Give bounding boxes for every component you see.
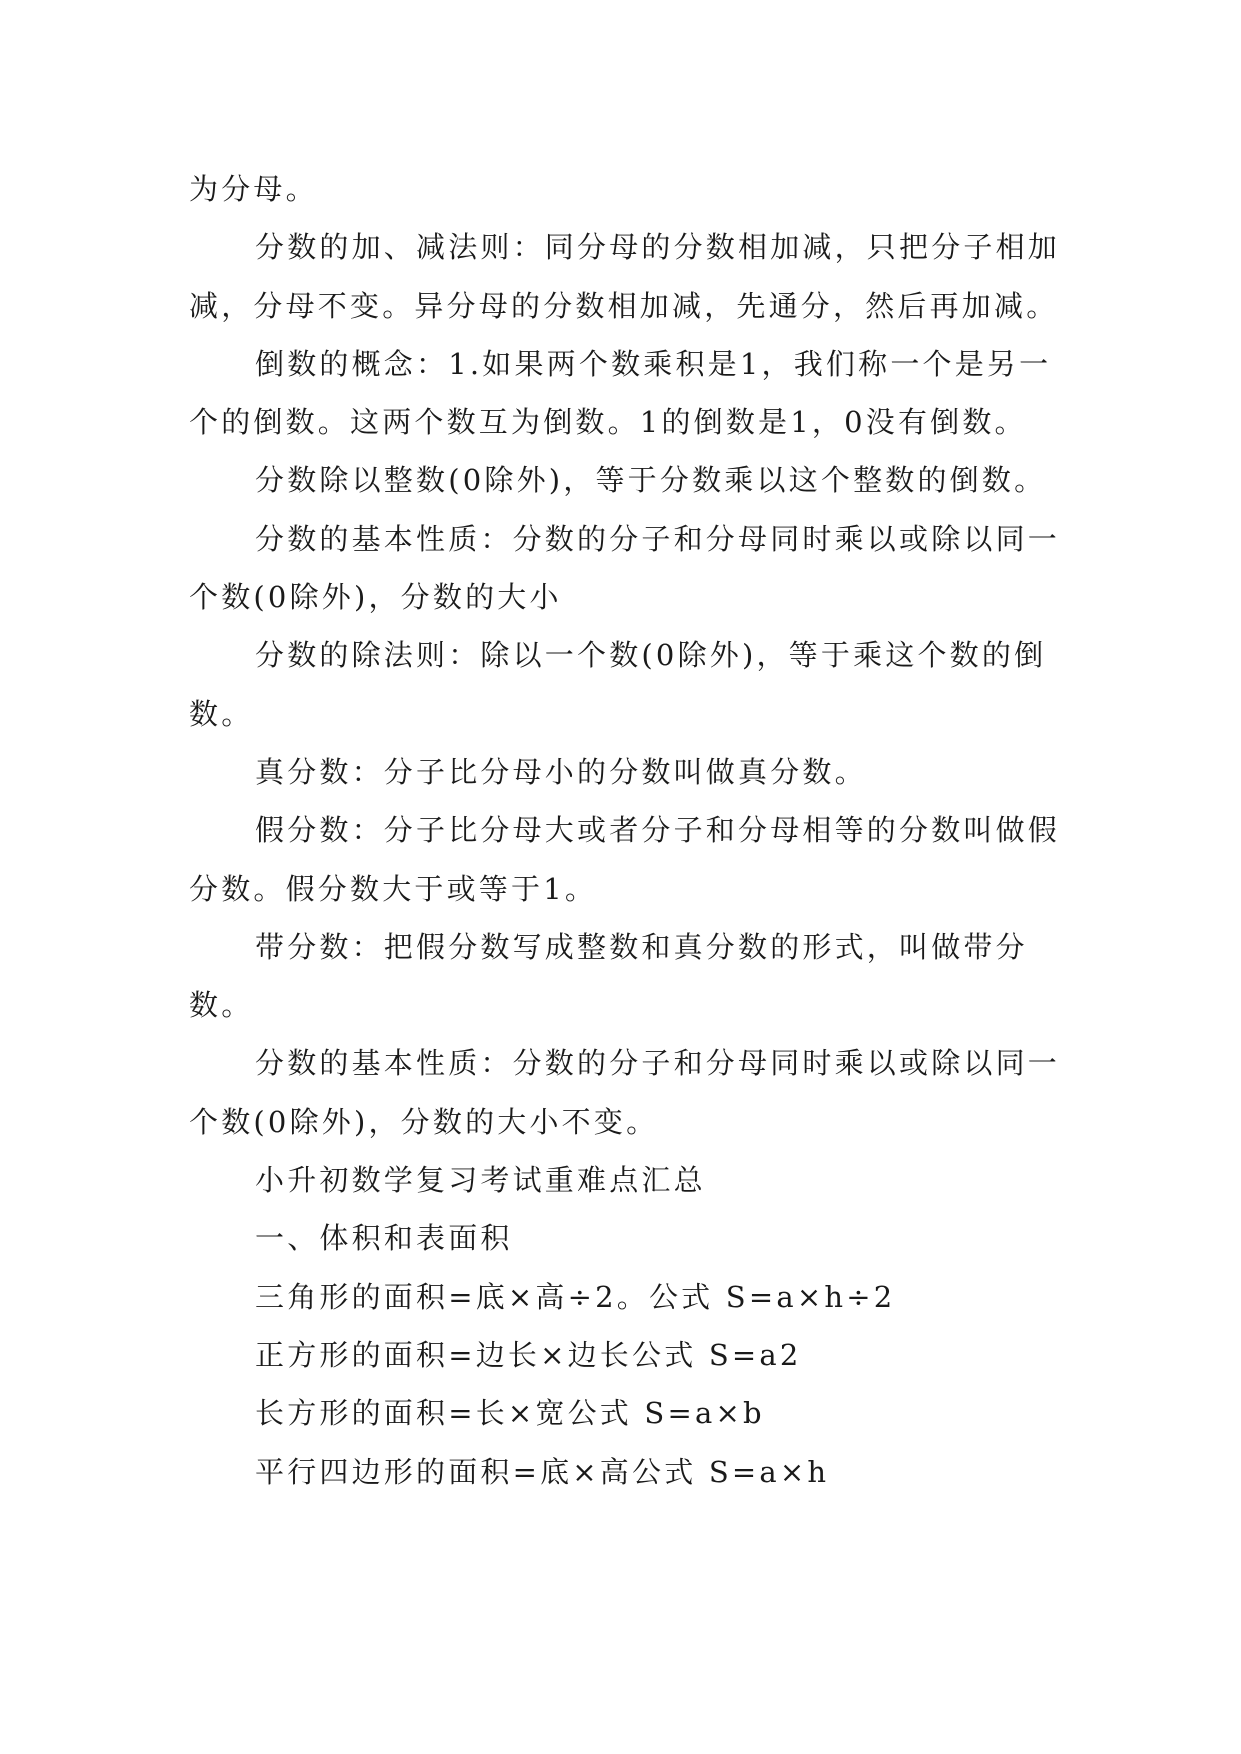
document-body xyxy=(189,160,1069,1501)
paragraph-fraction-divide-integer: 分数除以整数(0除外)，等于分数乘以这个整数的倒数。 xyxy=(255,463,1047,498)
section-title: 小升初数学复习考试重难点汇总 xyxy=(255,1163,706,1198)
formula-triangle-area: 三角形的面积=底×高÷2。公式 S=a×h÷2 xyxy=(255,1279,896,1314)
paragraph-continuation: 为分母。 xyxy=(189,172,318,206)
section-heading-volume-surface-area: 一、体积和表面积 xyxy=(255,1221,513,1256)
paragraph-fraction-division-rule: 分数的除法则：除以一个数(0除外)，等于乘这个数的倒数。 xyxy=(189,638,1047,731)
paragraph-improper-fraction: 假分数：分子比分母大或者分子和分母相等的分数叫做假分数。假分数大于或等于1。 xyxy=(189,813,1061,906)
formula-rectangle-area: 长方形的面积=长×宽公式 S=a×b xyxy=(255,1396,765,1431)
paragraph-reciprocal-concept: 倒数的概念：1.如果两个数乘积是1，我们称一个是另一个的倒数。这两个数互为倒数。1的倒数是1，0没有倒数。 xyxy=(189,346,1052,440)
paragraph-fraction-basic-property-full: 分数的基本性质：分数的分子和分母同时乘以或除以同一个数(0除外)，分数的大小不变。 xyxy=(189,1046,1061,1139)
formula-parallelogram-area: 平行四边形的面积=底×高公式 S=a×h xyxy=(255,1454,830,1489)
paragraph-proper-fraction: 真分数：分子比分母小的分数叫做真分数。 xyxy=(255,754,867,789)
paragraph-fraction-add-subtract-rule: 分数的加、减法则：同分母的分数相加减，只把分子相加减，分母不变。异分母的分数相加减，先通分，然后再加减。 xyxy=(189,230,1061,323)
paragraph-mixed-number: 带分数：把假分数写成整数和真分数的形式，叫做带分数。 xyxy=(189,929,1028,1023)
paragraph-fraction-basic-property: 分数的基本性质：分数的分子和分母同时乘以或除以同一个数(0除外)，分数的大小 xyxy=(189,521,1061,615)
formula-square-area: 正方形的面积=边长×边长公式 S=a2 xyxy=(255,1337,802,1372)
